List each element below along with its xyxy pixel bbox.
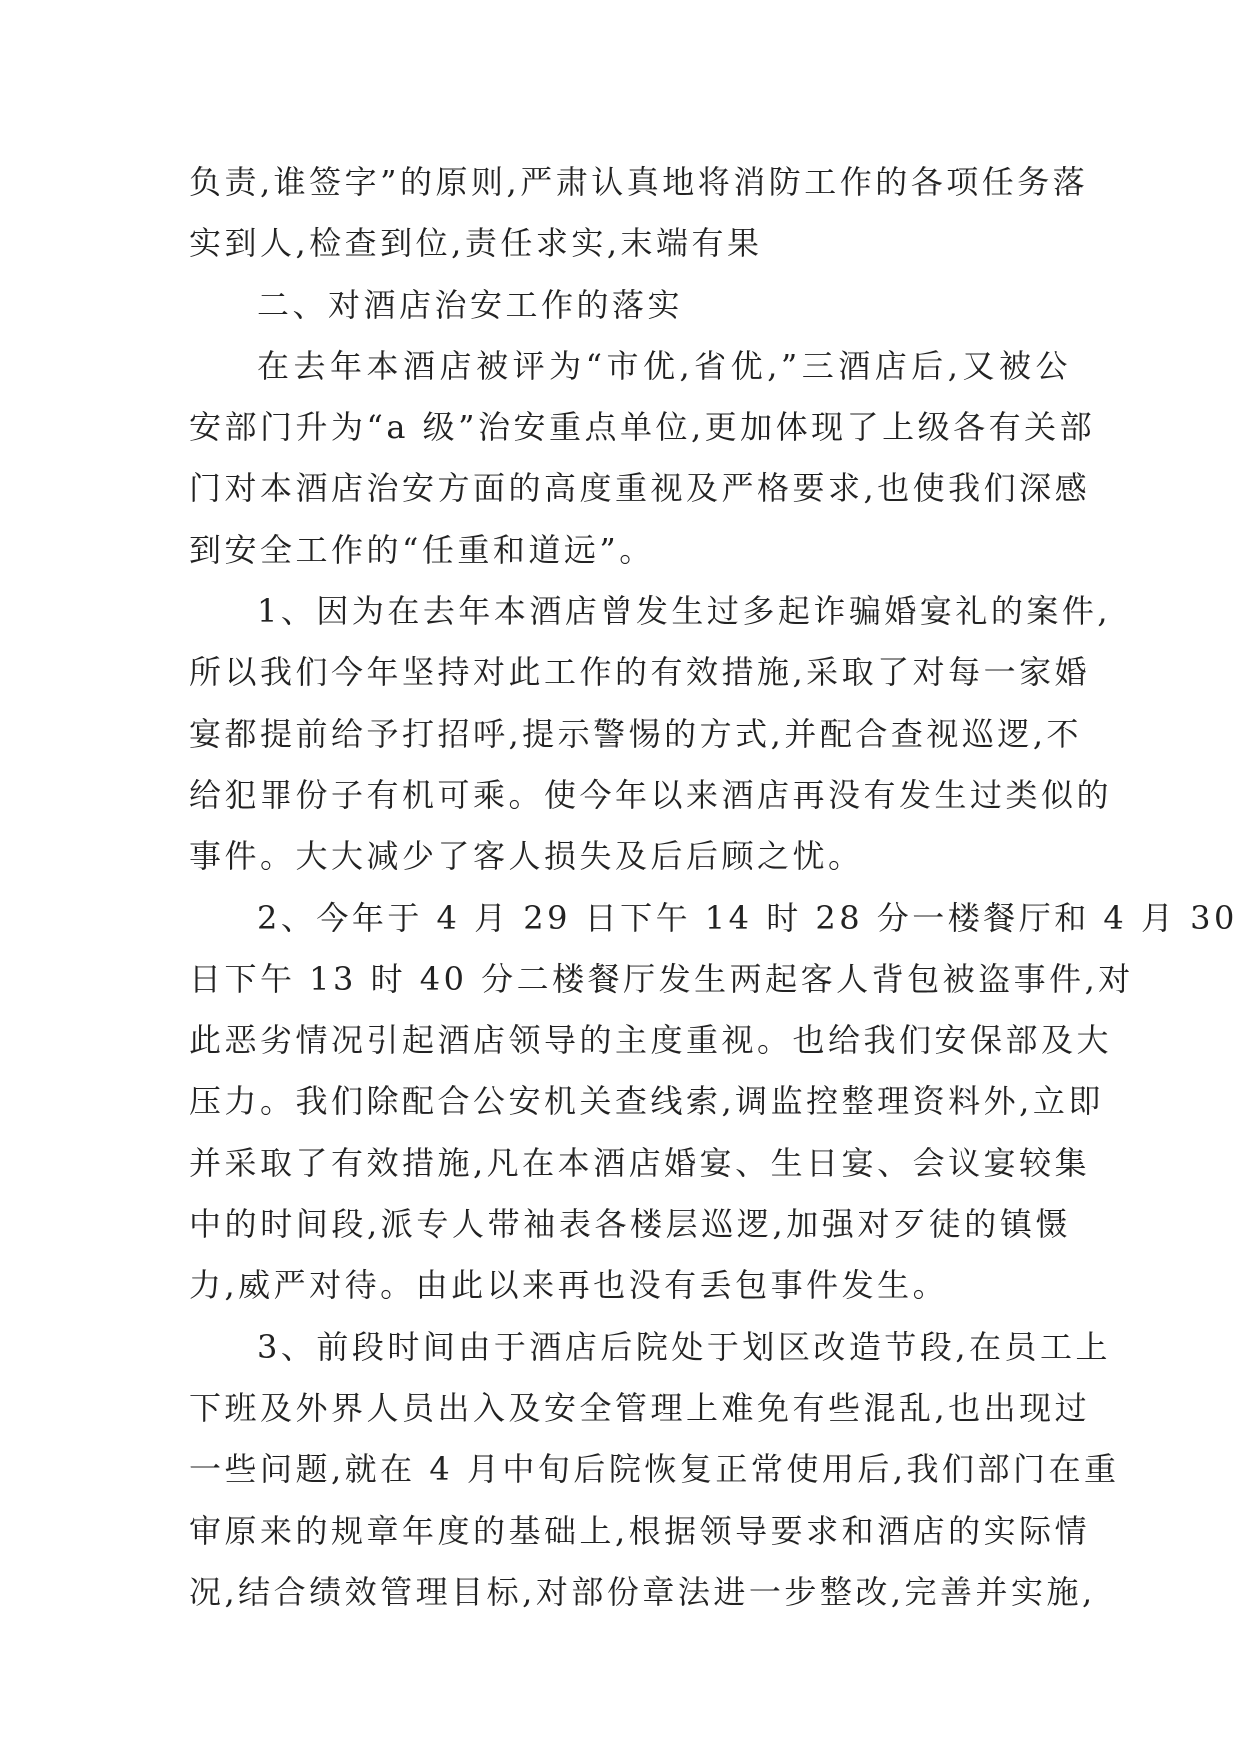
text-line: 事件。大大减少了客人损失及后后顾之忧。 xyxy=(189,837,864,876)
text-line: 给犯罪份子有机可乘。使今年以来酒店再没有发生过类似的 xyxy=(189,775,1113,814)
document-body xyxy=(189,152,1238,1623)
text-line: 安部门升为“a 级”治安重点单位,更加体现了上级各有关部 xyxy=(189,408,1096,447)
text-line: 负责,谁签字”的原则,严肃认真地将消防工作的各项任务落 xyxy=(189,163,1089,201)
text-line: 2、今年于 4 月 29 日下午 14 时 28 分一楼餐厅和 4 月 30 xyxy=(257,898,1238,937)
text-line: 在去年本酒店被评为“市优,省优,”三酒店后,又被公 xyxy=(257,346,1071,385)
text-line: 中的时间段,派专人带袖表各楼层巡逻,加强对歹徒的镇慑 xyxy=(189,1205,1071,1244)
text-line: 日下午 13 时 40 分二楼餐厅发生两起客人背包被盗事件,对 xyxy=(189,959,1134,998)
text-line: 审原来的规章年度的基础上,根据领导要求和酒店的实际情 xyxy=(189,1511,1091,1550)
text-line: 况,结合绩效管理目标,对部份章法进一步整改,完善并实施, xyxy=(189,1572,1096,1611)
text-line: 实到人,检查到位,责任求实,末端有果 xyxy=(189,224,763,263)
text-line: 所以我们今年坚持对此工作的有效措施,采取了对每一家婚 xyxy=(189,653,1091,692)
text-line: 1、因为在去年本酒店曾发生过多起诈骗婚宴礼的案件, xyxy=(257,592,1112,631)
text-line: 此恶劣情况引起酒店领导的主度重视。也给我们安保部及大 xyxy=(189,1021,1113,1060)
text-line: 压力。我们除配合公安机关查线索,调监控整理资料外,立即 xyxy=(189,1082,1104,1121)
text-line: 一些问题,就在 4 月中旬后院恢复正常使用后,我们部门在重 xyxy=(189,1450,1120,1489)
text-line: 力,威严对待。由此以来再也没有丢包事件发生。 xyxy=(189,1266,949,1305)
text-line: 宴都提前给予打招呼,提示警惕的方式,并配合查视巡逻,不 xyxy=(189,714,1083,753)
section-heading: 二、对酒店治安工作的落实 xyxy=(257,285,684,324)
text-line: 到安全工作的“任重和道远”。 xyxy=(189,530,655,569)
text-line: 下班及外界人员出入及安全管理上难免有些混乱,也出现过 xyxy=(189,1388,1091,1427)
text-line: 并采取了有效措施,凡在本酒店婚宴、生日宴、会议宴较集 xyxy=(189,1143,1091,1182)
text-line: 3、前段时间由于酒店后院处于划区改造节段,在员工上 xyxy=(257,1327,1112,1366)
text-line: 门对本酒店治安方面的高度重视及严格要求,也使我们深感 xyxy=(189,469,1091,508)
